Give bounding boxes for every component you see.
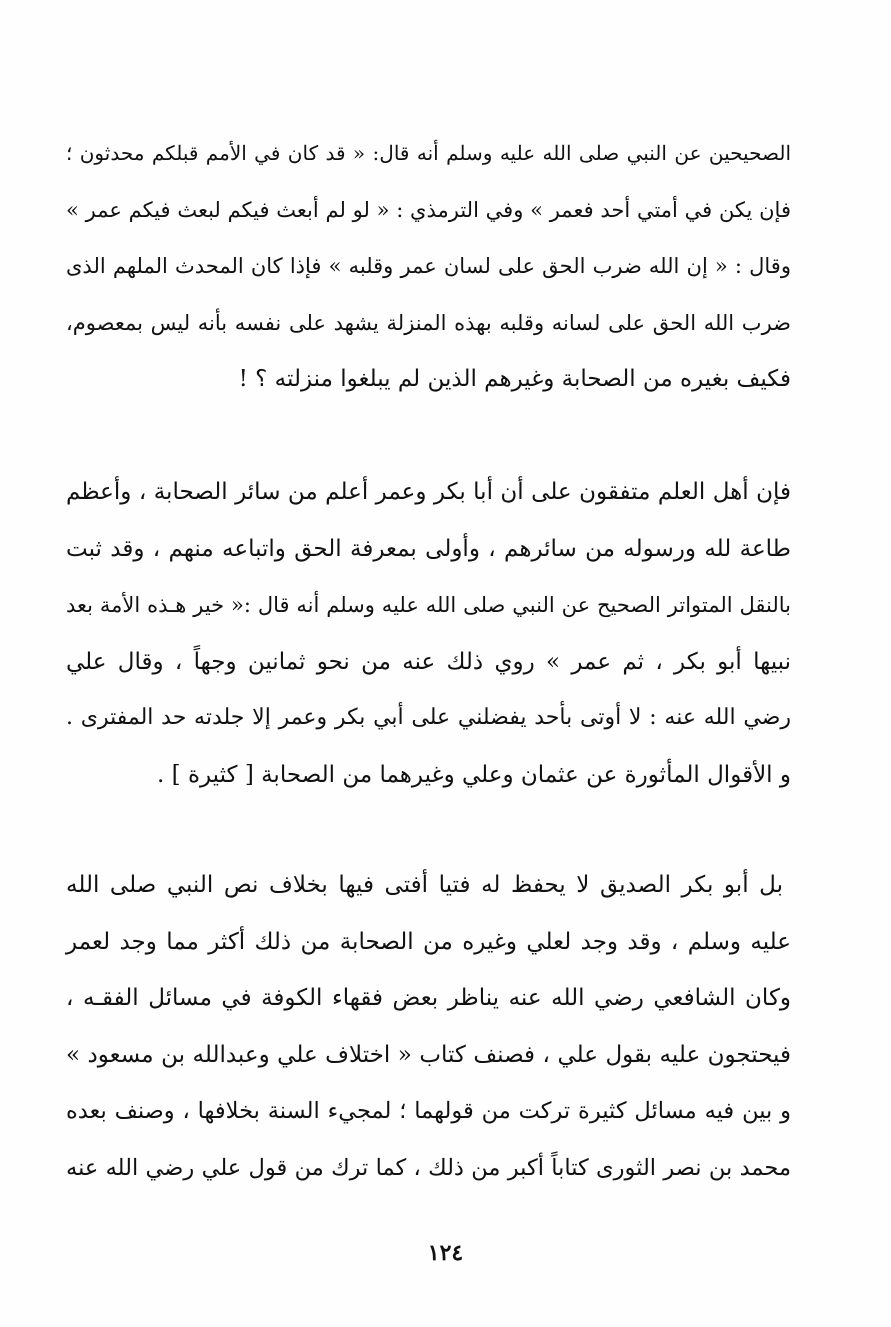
text-line: ضرب الله الحق على لسانه وقلبه بهذه المنزلة يشهد على نفسه بأنه ليس بمعصوم، [66,310,791,335]
text-line: رضي الله عنه : لا أوتى بأحد يفضلني على أبي بكر وعمر إلا جلدته حد المفترى . [66,705,791,730]
text-line: نبيها أبو بكر ، ثم عمر » روي ذلك عنه من نحو ثمانين وجهاً ، وقال علي [66,648,791,675]
page-number: ١٢٤ [427,1240,464,1266]
text-line: وكان الشافعي رضي الله عنه يناظر بعض فقهاء الكوفة في مسائل الفقـه ، [66,985,791,1011]
text-line: فإن يكن في أمتي أحد فعمر » وفي الترمذي : « لو لم أبعث فيكم لبعث فيكم عمر » [66,197,791,222]
paragraph-2 [66,464,791,803]
text-line: بل أبو بكر الصديق لا يحفظ له فتيا أفتى فيها بخلاف نص النبي صلى الله [66,872,783,898]
text-line: محمد بن نصر الثورى كتاباً أكبر من ذلك ، كما ترك من قول علي رضي الله عنه [66,1154,791,1181]
text-line: الصحيحين عن النبي صلى الله عليه وسلم أنه قال: « قد كان في الأمم قبلكم محدثون ؛ [66,141,791,165]
text-line: طاعة لله ورسوله من سائرهم ، وأولى بمعرفة الحق واتباعه منهم ، وقد ثبت [66,535,791,562]
text-line: بالنقل المتواتر الصحيح عن النبي صلى الله عليه وسلم أنه قال :« خير هـذه الأمة بعد [66,593,791,617]
text-line: و بين فيه مسائل كثيرة تركت من قولهما ؛ لمجيء السنة بخلافها ، وصنف بعده [66,1098,791,1124]
text-line: و الأقوال المأثورة عن عثمان وعلي وغيرهما من الصحابة [ كثيرة ] . [157,761,791,788]
text-line: فيحتجون عليه بقول علي ، فصنف كتاب « اختلاف علي وعبدالله بن مسعود » [66,1041,791,1068]
paragraph-3 [66,857,791,1196]
text-line: عليه وسلم ، وقد وجد لعلي وغيره من الصحابة من ذلك أكثر مما وجد لعمر [66,928,791,955]
text-line: فكيف بغيره من الصحابة وغيرهم الذين لم يبلغوا منزلته ؟ ! [238,366,791,392]
paragraph-1 [66,125,791,408]
text-line: وقال : « إن الله ضرب الحق على لسان عمر وقلبه » فإذا كان المحدث الملهم الذى [66,254,791,278]
text-line: فإن أهل العلم متفقون على أن أبا بكر وعمر أعلم من سائر الصحابة ، وأعظم [66,479,791,505]
